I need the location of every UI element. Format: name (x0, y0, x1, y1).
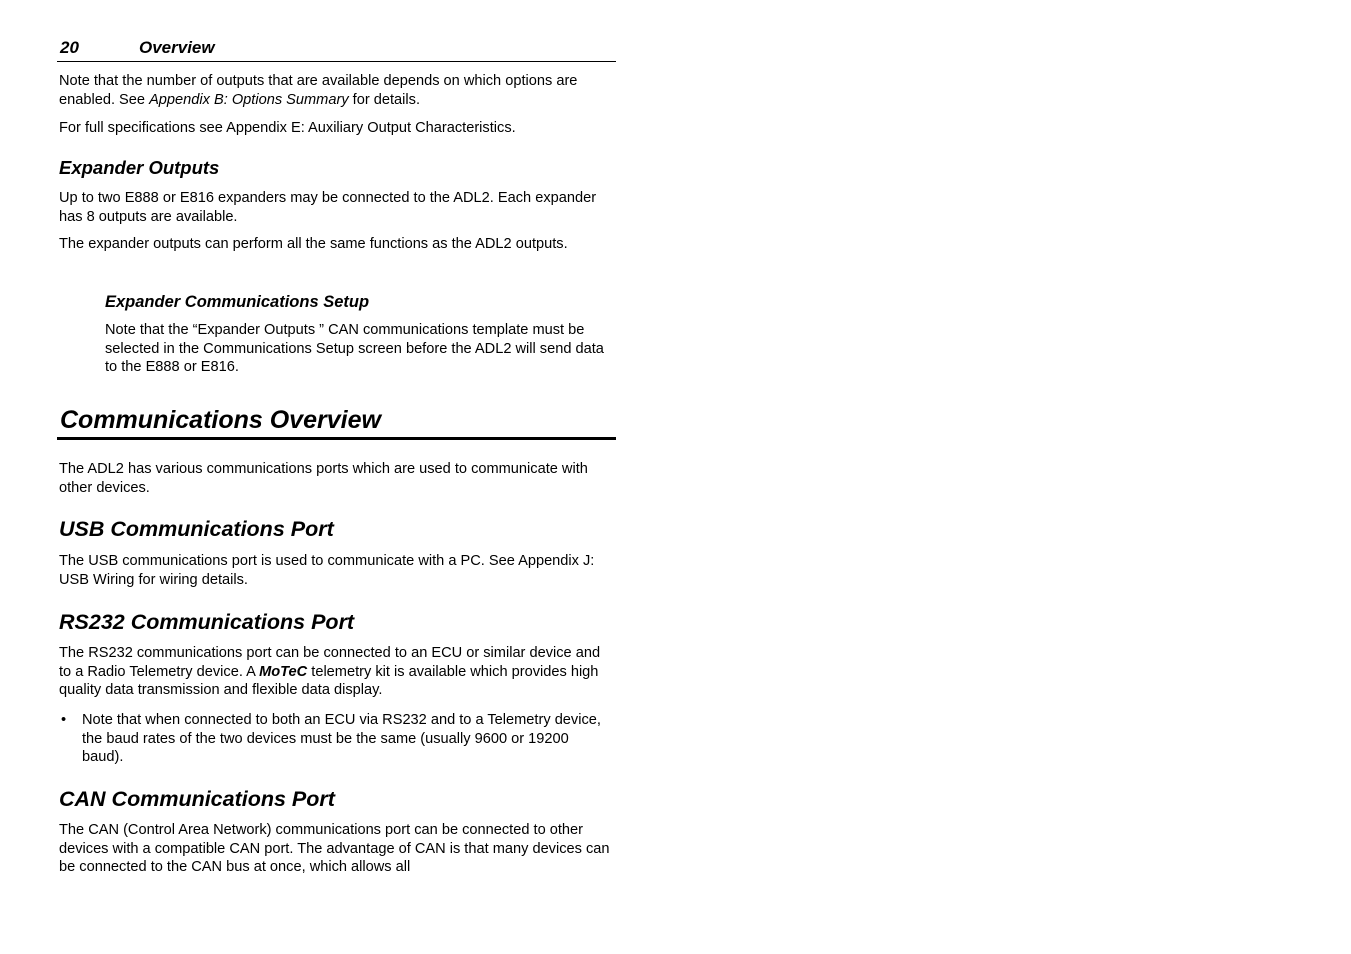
appendix-b-reference: Appendix B: Options Summary (149, 91, 349, 108)
specifications-paragraph: For full specifications see Appendix E: Auxiliary Output Characteristics. (59, 120, 516, 136)
expander-setup-heading: Expander Communications Setup (105, 293, 370, 311)
outputs-note-tail: for details. (348, 91, 421, 108)
outputs-note-text: Note that the number of outputs that are available depends on which options are enabled. See (59, 73, 578, 108)
rs232-paragraph (59, 644, 615, 700)
usb-heading: USB Communications Port (59, 517, 334, 541)
page-number: 20 (60, 38, 79, 57)
running-title: Overview (139, 38, 215, 57)
running-header (57, 38, 616, 62)
rs232-text: The RS232 communications port can be connected to an ECU or similar device and to a Radio Telemetry device. A (59, 645, 601, 680)
rs232-heading: RS232 Communications Port (59, 610, 355, 634)
bullet-text: Note that when connected to both an ECU via RS232 and to a Telemetry device, the baud rates of the two devices must be the same (usually 9600 or 19200 baud). (82, 712, 601, 765)
expander-setup-paragraph: Note that the “Expander Outputs ” CAN communications template must be selected in the Communications Setup screen before the ADL2 will send data to the E888 or E816. (105, 322, 604, 375)
communications-overview-title: Communications Overview (60, 406, 381, 434)
communications-overview-heading (57, 404, 616, 440)
motec-brand: MoTeC (259, 663, 308, 680)
expander-paragraph-2: The expander outputs can perform all the same functions as the ADL2 outputs. (59, 236, 568, 252)
can-heading: CAN Communications Port (59, 787, 335, 811)
outputs-note-paragraph (59, 72, 615, 109)
communications-intro-paragraph: The ADL2 has various communications ports which are used to communicate with other devices. (59, 461, 588, 496)
expander-paragraph-1: Up to two E888 or E816 expanders may be connected to the ADL2. Each expander has 8 outputs are available. (59, 190, 597, 225)
bullet-marker: • (61, 712, 67, 728)
usb-paragraph: The USB communications port is used to communicate with a PC. See Appendix J: USB Wiring for wiring details. (59, 553, 595, 588)
rs232-text-tail: telemetry kit is available which provides high quality data transmission and flexible data display. (59, 663, 599, 698)
can-paragraph: The CAN (Control Area Network) communications port can be connected to other devices with a compatible CAN port. The advantage of CAN is that many devices can be connected to the CAN bus at once, which allows all (59, 822, 610, 875)
expander-outputs-heading: Expander Outputs (59, 157, 220, 178)
